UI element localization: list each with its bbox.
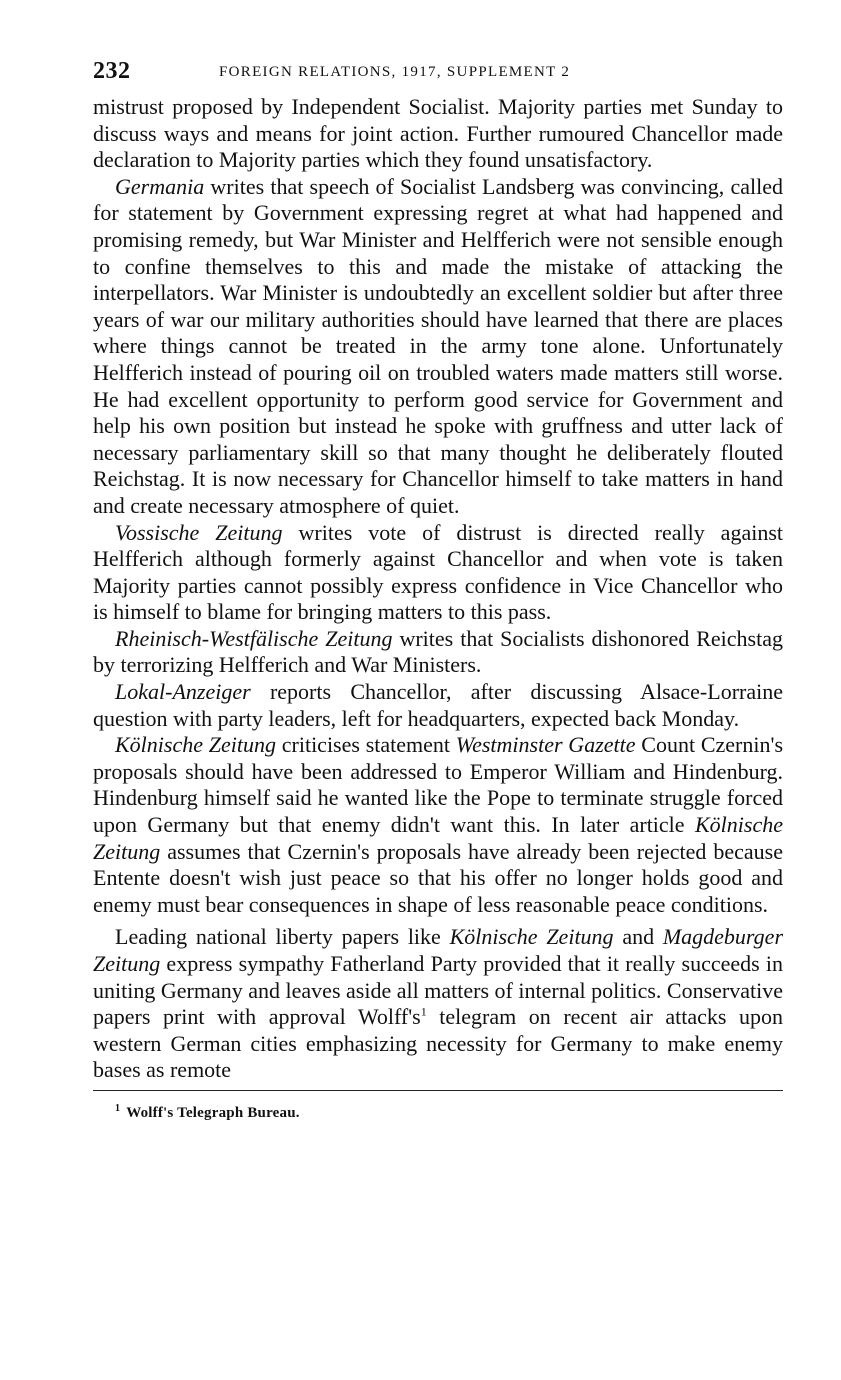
newspaper-title: Vossische Zeitung (115, 519, 283, 545)
paragraph-text: mistrust proposed by Independent Socialist. Majority parties met Sunday to discuss ways and means for joint action. Further rumoured Chancellor made declaration to Majority parties which they found unsatisfactory. (93, 94, 783, 173)
newspaper-title: Magdeburger Zeitung (93, 924, 784, 976)
newspaper-title: Rheinisch-Westfälische Zeitung (115, 625, 393, 651)
footnote-mark: 1 (115, 1102, 121, 1114)
newspaper-title: Lokal-Anzeiger (115, 679, 251, 705)
paragraph-text: criticises statement (275, 732, 456, 758)
paragraph-lokal-anzeiger (93, 679, 783, 732)
paragraph-text: assumes that Czernin's proposals have already been rejected because Entente doesn't wish just peace so that his offer no longer holds good and enemy must bear consequences in shape of less reasonable peace conditions. (93, 838, 783, 917)
paragraph-text: Leading national liberty papers like (115, 924, 450, 950)
paragraph-text: express sympathy Fatherland Party provided that it really succeeds in uniting Germany and leaves aside all matters of internal politics. Conservative papers print with approval Wolff's (93, 951, 783, 1030)
paragraph-1 (93, 94, 783, 174)
page-header (93, 58, 783, 94)
paragraph-vossische-zeitung (93, 520, 783, 626)
paragraph-kolnische-zeitung (93, 732, 783, 918)
newspaper-title: Kölnische Zeitung (115, 732, 276, 758)
newspaper-title: Kölnische Zeitung (93, 812, 783, 864)
paragraph-text: and (613, 924, 663, 950)
footnote-reference: 1 (420, 1004, 427, 1019)
footnote (115, 1103, 783, 1122)
paragraph-rheinisch-westfalische-zeitung (93, 626, 783, 679)
paragraph-text: writes vote of distrust is directed really against Helfferich although formerly against Chancellor and when vote is taken Majority parties cannot possibly express confidence in Vice Chancellor who is himself to blame for bringing matters to this pass. (93, 519, 783, 625)
page-number: 232 (93, 58, 131, 84)
paragraph-text: writes that speech of Socialist Landsberg was convincing, called for statement by Government expressing regret at what had happened and promising remedy, but War Minister and Helfferich were not sensible enough to confine themselves to this and made the mistake of attacking the interpellators. War Minister is undoubtedly an excellent soldier but after three years of war our military authorities should have learned that there are places where things cannot be treated in the army tone alone. Unfortunately Helfferich instead of pouring oil on troubled waters made matters still worse. He had excellent opportunity to perform good service for Government and help his own position but instead he spoke with gruffness and utter lack of necessary parliamentary skill so that many thought he deliberately flouted Reichstag. It is now necessary for Chancellor himself to take matters in hand and create necessary atmosphere of quiet. (93, 173, 783, 518)
paragraph-national-liberal-papers (93, 924, 783, 1084)
document-page (93, 58, 783, 1122)
newspaper-title: Germania (115, 173, 205, 199)
paragraph-text: reports Chancellor, after discussing Alsace-Lorraine question with party leaders, left for headquarters, expected back Monday. (93, 679, 783, 731)
newspaper-title: Westminster Gazette (455, 732, 636, 758)
newspaper-title: Kölnische Zeitung (449, 924, 614, 950)
paragraph-germania (93, 174, 783, 520)
footnote-text: Wolff's Telegraph Bureau. (126, 1104, 300, 1121)
body-text (93, 94, 783, 1084)
footnote-divider (93, 1090, 783, 1091)
paragraph-text: writes that Socialists dishonored Reichstag by terrorizing Helfferich and War Ministers. (93, 625, 783, 678)
running-head: FOREIGN RELATIONS, 1917, SUPPLEMENT 2 (219, 64, 571, 80)
paragraph-text: Count Czernin's proposals should have been addressed to Emperor William and Hindenburg. Hindenburg himself said he wanted like the Pope to terminate struggle forced upon Germany but that enemy didn't want this. In later article (93, 732, 784, 838)
paragraph-text: telegram on recent air attacks upon western German cities emphasizing necessity for Germany to make enemy bases as remote (93, 1004, 783, 1083)
